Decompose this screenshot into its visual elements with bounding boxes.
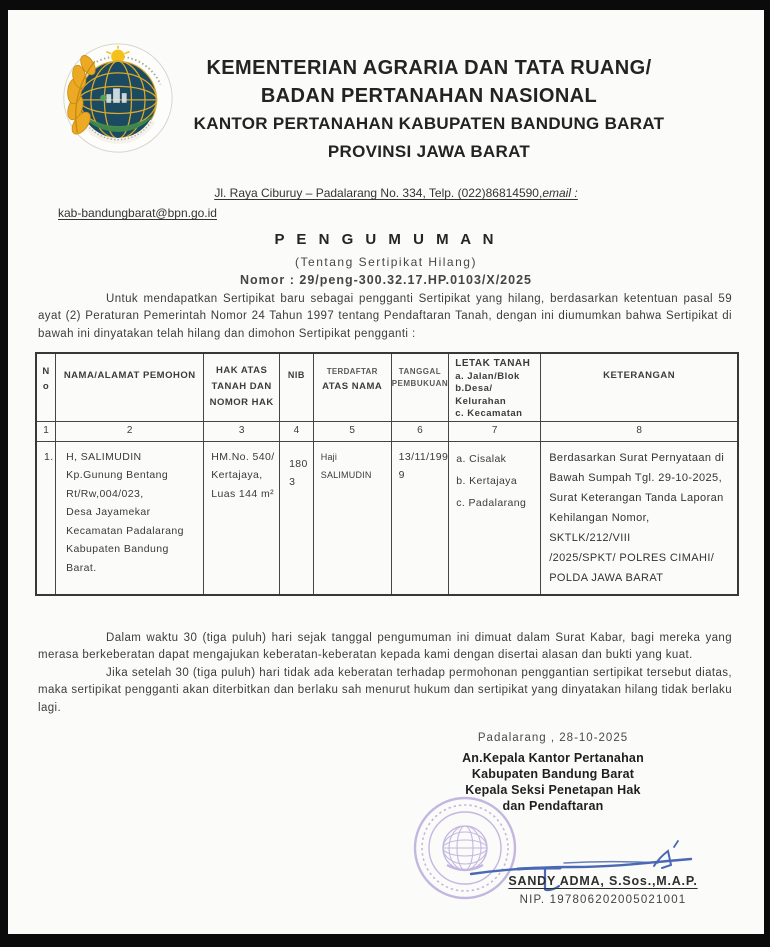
table-numbering-row: 1 2 3 4 5 6 7 8 (36, 421, 738, 441)
announcement-title: P E N G U M U M A N (274, 231, 498, 248)
table-row (36, 441, 738, 595)
col-header-letak-tanah: LETAK TANAH a. Jalan/Blok b.Desa/ Kelurahan c. Kecamatan (449, 353, 541, 421)
closing-paragraphs (38, 630, 732, 717)
col-header-tanggal-pembukuan: TANGGAL PEMBUKUAN (391, 353, 449, 421)
announcement-number: Nomor : 29/peng-300.32.17.HP.0103/X/2025 (240, 273, 532, 287)
announcement-page (8, 10, 764, 934)
cell-nib: 180 3 (280, 441, 314, 595)
closing-paragraph-1: Dalam waktu 30 (tiga puluh) hari sejak tanggal pengumuman ini dimuat dalam Surat Kabar, bagi mereka yang merasa berkeberatan dapat mengajukan keberatan-keberatan kepada kami dengan disertai alasan dan bukti yang kuat. (38, 632, 732, 662)
cell-no: 1. (36, 441, 56, 595)
announcement-subtitle: (Tentang Sertipikat Hilang) (295, 255, 477, 269)
email-label: email : (542, 186, 578, 200)
cell-nama-alamat: H, SALIMUDIN Kp.Gunung Bentang Rt/Rw,004/023, Desa Jayamekar Kecamatan Padalarang Kabupaten Bandung Barat. (56, 441, 204, 595)
cell-keterangan: Berdasarkan Surat Pernyataan di Bawah Sumpah Tgl. 29-10-2025, Surat Keterangan Tanda Laporan Kehilangan Nomor, SKTLK/212/VIII /2025/SPKT/ POLRES CIMAHI/ POLDA JAWA BARAT (541, 441, 738, 595)
table-header-row (36, 353, 738, 421)
lost-certificate-table (35, 352, 739, 596)
signatory-name: SANDY ADMA, S.Sos.,M.A.P. (508, 874, 698, 888)
signatory-title: An.Kepala Kantor Pertanahan Kabupaten Bandung Barat Kepala Seksi Penetapan Hak dan Pendaftaran (462, 751, 644, 813)
cell-letak-tanah: a. Cisalak b. Kertajaya c. Padalarang (449, 441, 541, 595)
col-header-nama-alamat: NAMA/ALAMAT PEMOHON (56, 353, 204, 421)
closing-paragraph-2: Jika setelah 30 (tiga puluh) hari tidak ada keberatan terhadap permohonan penggantian sertipikat tersebut diatas, maka sertipikat pengganti akan diterbitkan dan berlaku sah menurut hukum dan sertipikat yang dinyatakan hilang tidak berlaku lagi. (38, 666, 732, 714)
col-header-terdaftar-atas-nama: TERDAFTAR ATAS NAMA (313, 353, 391, 421)
cell-tanggal-pembukuan: 13/11/199 9 (391, 441, 449, 595)
signatory-identity (448, 874, 758, 906)
office-email: kab-bandungbarat@bpn.go.id (58, 206, 217, 220)
ministry-name-line1: KEMENTERIAN AGRARIA DAN TATA RUANG/ (206, 57, 652, 79)
col-header-hak-atas-tanah: HAK ATAS TANAH DAN NOMOR HAK (204, 353, 280, 421)
office-address-line1: Jl. Raya Ciburuy – Padalarang No. 334, Telp. (022)86814590,email : (214, 186, 578, 200)
col-header-nib: NIB (280, 353, 314, 421)
cell-hak-atas-tanah: HM.No. 540/ Kertajaya, Luas 144 m² (204, 441, 280, 595)
col-header-no: N o (36, 353, 56, 421)
signatory-nip: NIP. 197806202005021001 (519, 894, 687, 906)
cell-terdaftar-atas-nama: Haji SALIMUDIN (313, 441, 391, 595)
place-and-date: Padalarang , 28-10-2025 (477, 732, 629, 744)
office-name: KANTOR PERTANAHAN KABUPATEN BANDUNG BARAT (193, 114, 665, 133)
letterhead (126, 54, 732, 166)
col-header-keterangan: KETERANGAN (541, 353, 738, 421)
province-name: PROVINSI JAWA BARAT (327, 142, 531, 161)
ministry-name-line2: BADAN PERTANAHAN NASIONAL (260, 85, 598, 107)
intro-paragraph: Untuk mendapatkan Sertipikat baru sebagai pengganti Sertipikat yang hilang, berdasarkan ketentuan pasal 59 ayat (2) Peraturan Pemerintah Nomor 24 Tahun 1997 tentang Pendaftaran Tanah, dengan ini diumumkan bahwa Sertipikat di bawah ini dinyatakan telah hilang dan dimohon Sertipikat pengganti : (38, 293, 732, 340)
